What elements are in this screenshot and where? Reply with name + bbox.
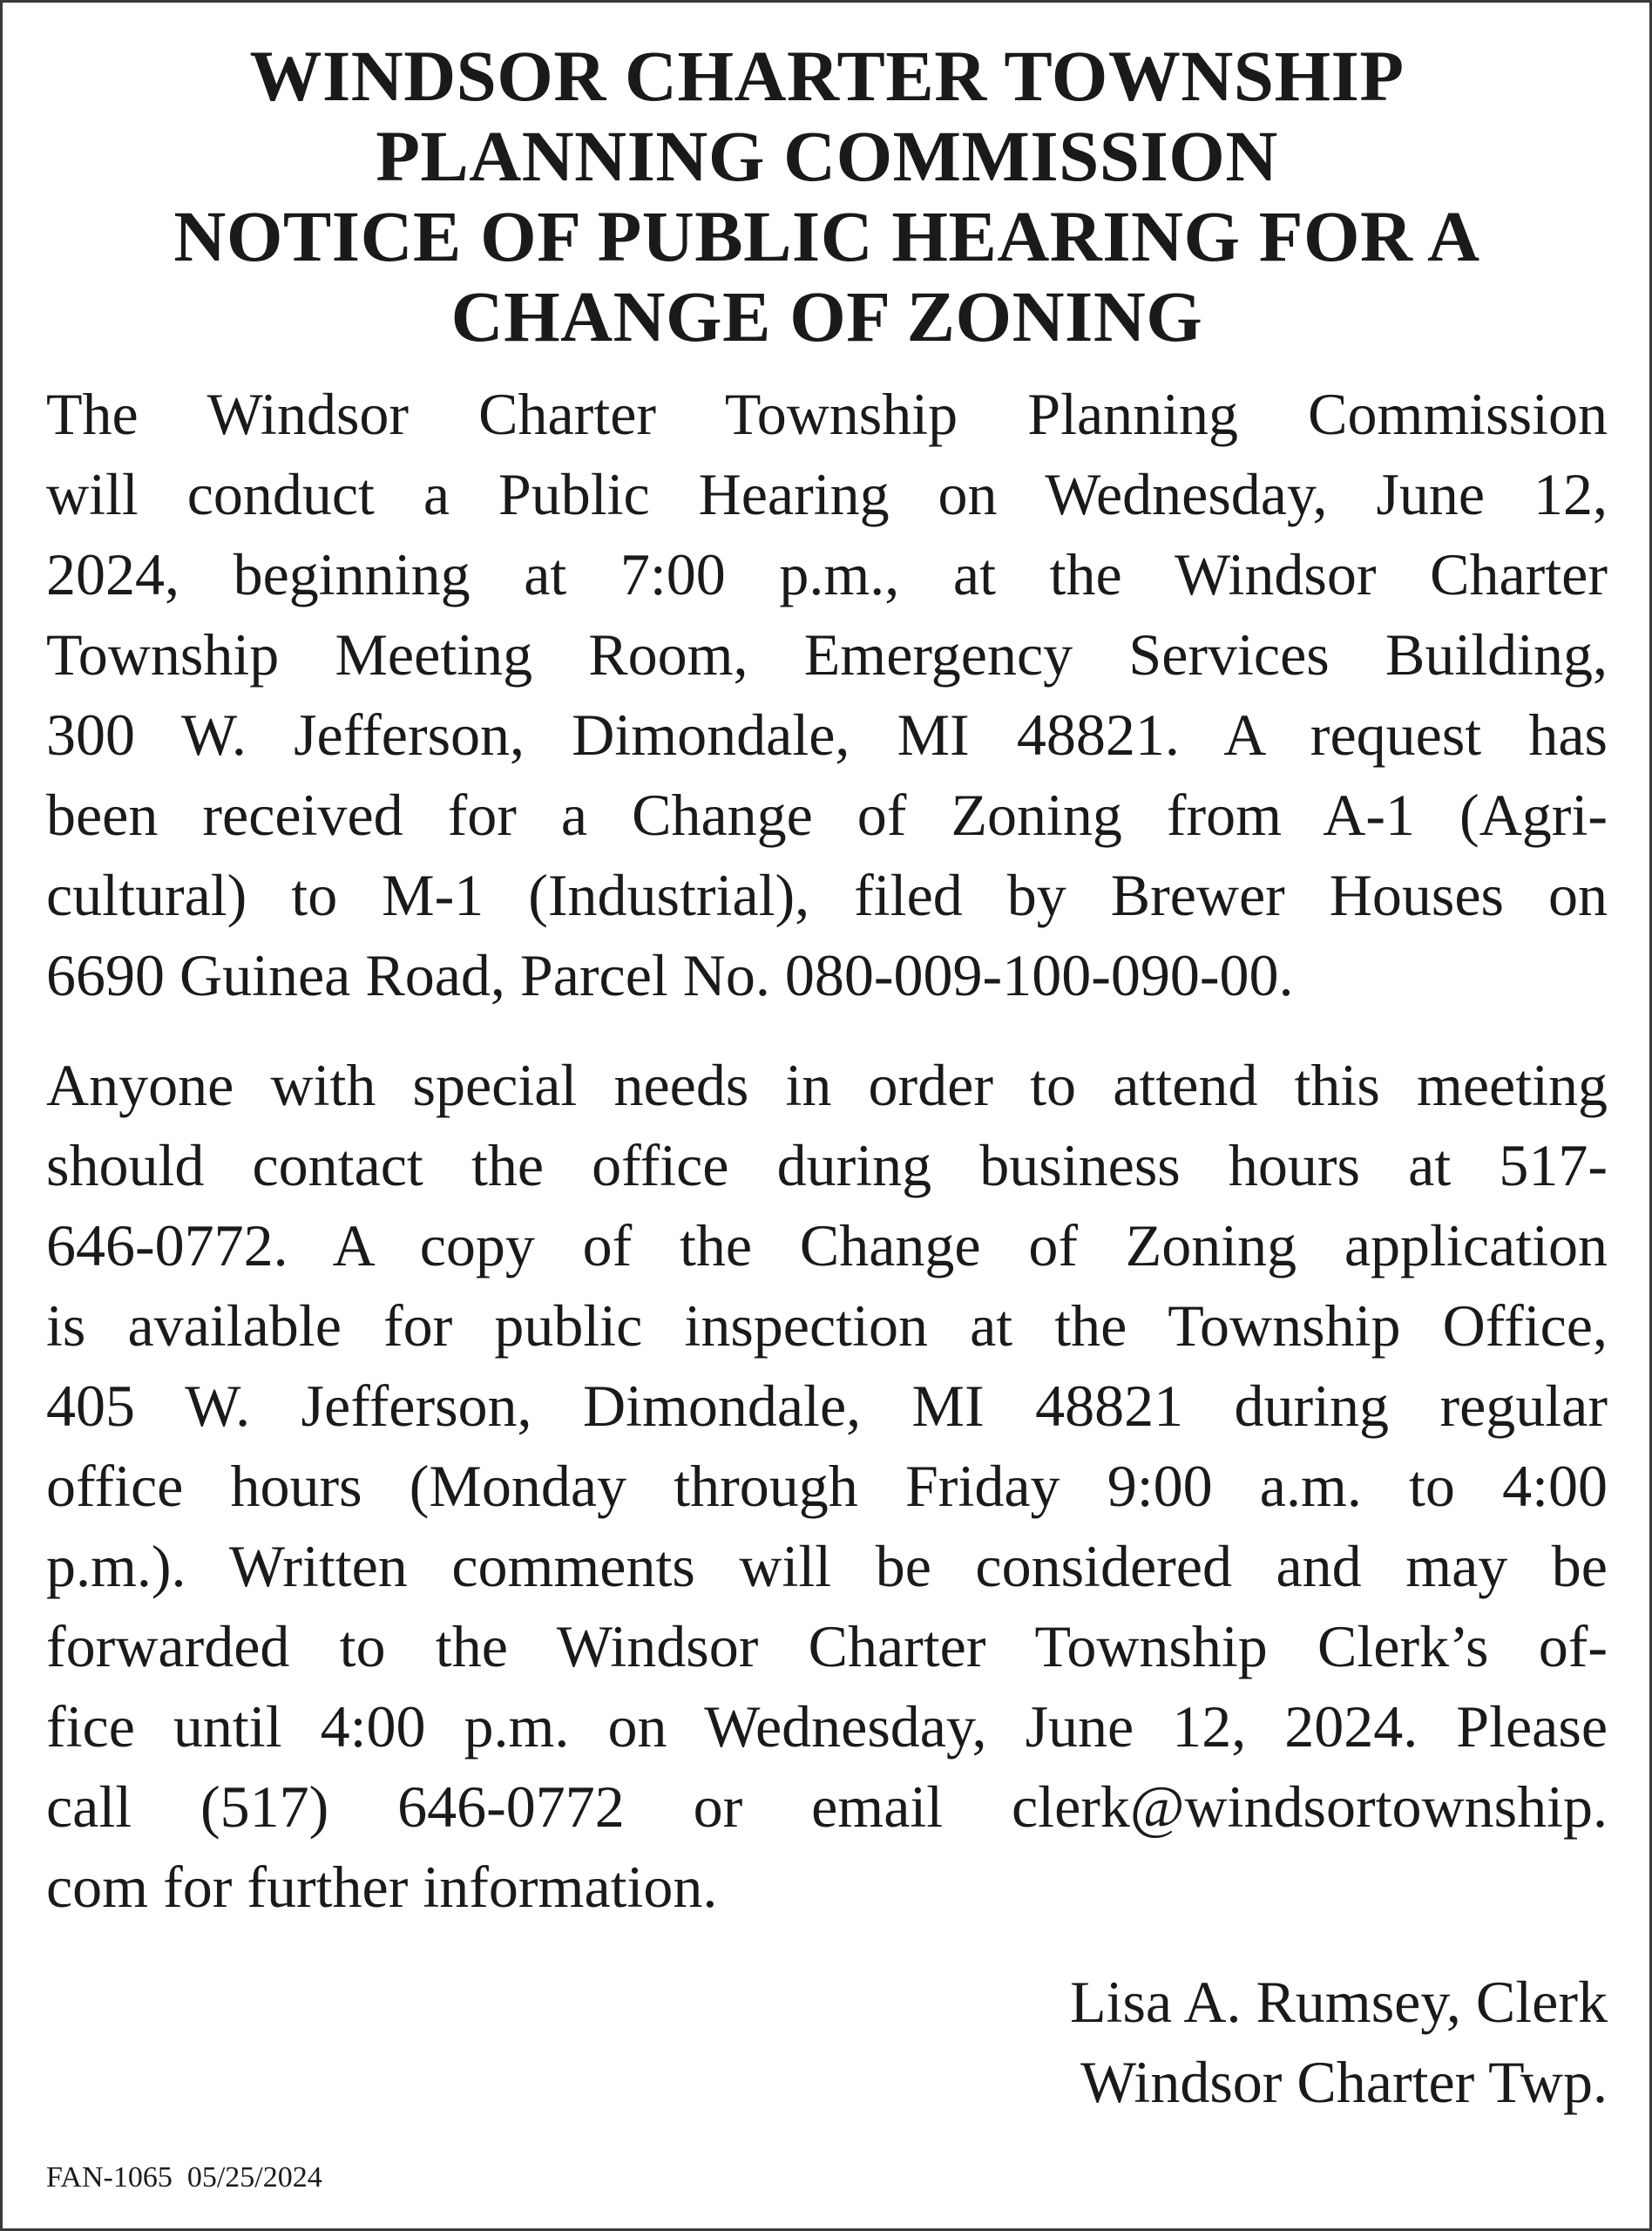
paragraph-line: call (517) 646-0772 or email clerk@windsortownship. <box>46 1773 1608 1840</box>
paragraph-line: 2024, beginning at 7:00 p.m., at the Windsor Charter <box>46 541 1608 607</box>
title-line: WINDSOR CHARTER TOWNSHIP <box>249 36 1405 116</box>
paragraph-line: 646-0772. A copy of the Change of Zoning application <box>46 1212 1608 1278</box>
signature-name: Lisa A. Rumsey, Clerk <box>1070 1969 1608 2035</box>
hearing-paragraph <box>46 374 1608 1015</box>
paragraph-line: p.m.). Written comments will be considered and may be <box>46 1533 1608 1599</box>
paragraph-line: 6690 Guinea Road, Parcel No. 080-009-100-090-00. <box>46 942 1294 1008</box>
paragraph-line: Anyone with special needs in order to attend this meeting <box>46 1052 1608 1118</box>
title-line: PLANNING COMMISSION <box>376 116 1278 196</box>
paragraph-line: should contact the office during business hours at 517- <box>46 1132 1608 1198</box>
paragraph-line: is available for public inspection at the Township Office, <box>46 1292 1608 1359</box>
title-line: CHANGE OF ZONING <box>450 276 1203 356</box>
paragraph-line: forwarded to the Windsor Charter Township Clerk’s of- <box>46 1613 1608 1679</box>
paragraph-line: com for further information. <box>46 1854 718 1920</box>
paragraph-line: been received for a Change of Zoning from A-1 (Agri- <box>46 782 1608 848</box>
reference-code: FAN-1065 05/25/2024 <box>46 2161 322 2194</box>
paragraph-line: cultural) to M-1 (Industrial), filed by Brewer Houses on <box>46 862 1608 928</box>
notice-title <box>46 36 1608 356</box>
paragraph-line: office hours (Monday through Friday 9:00 a.m. to 4:00 <box>46 1453 1608 1519</box>
special-needs-paragraph <box>46 1045 1608 1927</box>
paragraph-line: Township Meeting Room, Emergency Services Building, <box>46 621 1608 688</box>
paragraph-line: The Windsor Charter Township Planning Commission <box>46 381 1608 447</box>
paragraph-line: 300 W. Jefferson, Dimondale, MI 48821. A request has <box>46 702 1608 768</box>
paragraph-line: will conduct a Public Hearing on Wednesday, June 12, <box>46 461 1608 527</box>
title-line: NOTICE OF PUBLIC HEARING FOR A <box>173 196 1480 276</box>
paragraph-line: fice until 4:00 p.m. on Wednesday, June 12, 2024. Please <box>46 1693 1608 1760</box>
signature-organization: Windsor Charter Twp. <box>1080 2049 1608 2115</box>
paragraph-line: 405 W. Jefferson, Dimondale, MI 48821 during regular <box>46 1373 1608 1439</box>
signature-block <box>46 1962 1608 2122</box>
